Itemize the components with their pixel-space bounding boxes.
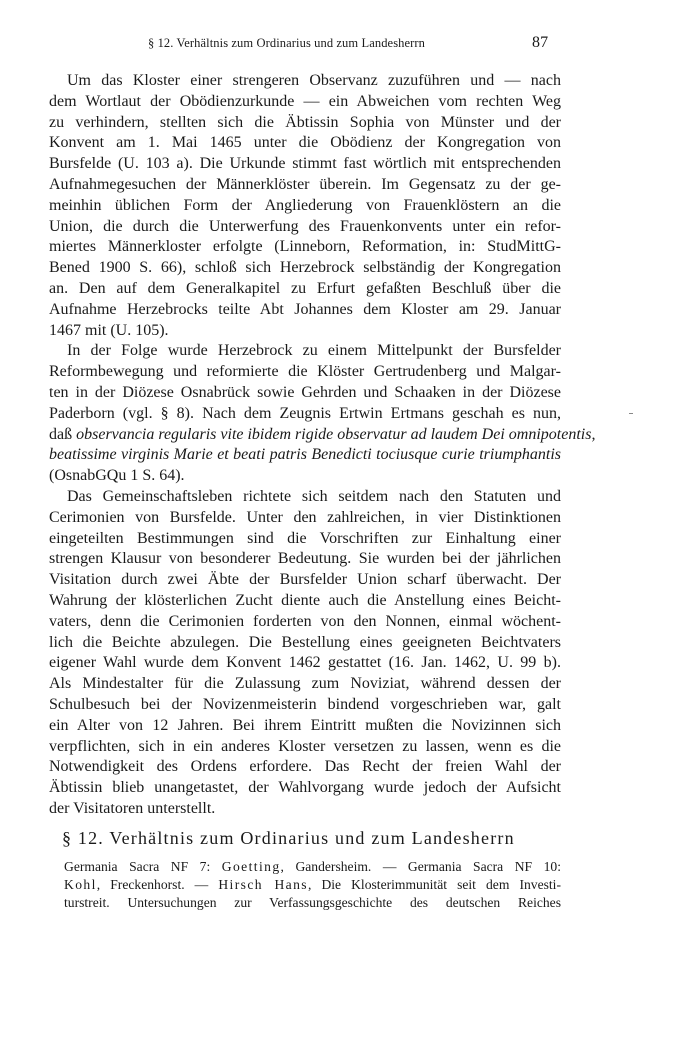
- text-line: Konvent am 1. Mai 1465 unter die Obödienz der Kongregation von: [49, 134, 561, 152]
- running-title: § 12. Verhältnis zum Ordinarius und zum Landesherrn: [148, 36, 426, 50]
- text-line: dem Wortlaut der Obödienzurkunde — ein Abweichen vom rechten Weg: [49, 92, 561, 110]
- text-line: Visitation durch zwei Äbte der Bursfelder Union scharf überwacht. Der: [49, 571, 561, 589]
- text-line: (OsnabGQu 1 S. 64).: [49, 467, 185, 485]
- note-line: turstreit. Untersuchungen zur Verfassungsgeschichte des deutschen Reiches: [64, 895, 561, 910]
- text-line: miertes Männerkloster erfolgte (Linneborn, Reformation, in: StudMittG-: [49, 238, 561, 256]
- note-text: , Freckenhorst. —: [96, 877, 209, 892]
- text-line: Reformbewegung und reformierte die Klöster Gertrudenberg und Malgar-: [49, 363, 561, 381]
- note-text: Germania Sacra NF 7:: [64, 859, 211, 874]
- author-name: Goetting: [221, 859, 281, 874]
- text-line: Das Gemeinschaftsleben richtete sich seitdem nach den Statuten und: [67, 487, 561, 505]
- text-line: Um das Kloster einer strengeren Observanz zuzuführen und — nach: [67, 72, 561, 89]
- text-line: eigener Wahl wurde dem Konvent 1462 gestattet (16. Jan. 1462, U. 99 b).: [49, 654, 561, 672]
- margin-mark: [629, 413, 633, 414]
- note-text: , Gandersheim. — Germania Sacra NF 10:: [280, 859, 561, 874]
- text-line: zu verhindern, stellten sich die Äbtissin Sophia von Münster und der: [49, 113, 561, 131]
- bibliography-notes: [64, 858, 561, 912]
- text-line: Äbtissin blieb unangetastet, der Wahlvorgang wurde jedoch der Aufsicht: [49, 779, 561, 797]
- text-line: Aufnahme Herzebrocks teilte Abt Johannes dem Kloster am 29. Januar: [49, 300, 561, 318]
- text-line: Union, die durch die Unterwerfung des Frauenkonvents unter ein refor-: [49, 217, 561, 235]
- text-line: Cerimonien von Bursfelde. Unter den zahlreichen, in vier Distinktionen: [49, 508, 561, 526]
- text-line: ein Alter von 12 Jahren. Bei ihrem Eintritt mußten die Novizinnen sich: [49, 716, 561, 734]
- text-line: 1467 mit (U. 105).: [49, 321, 169, 339]
- text-line: vaters, denn die Cerimonien forderten von den Nonnen, einmal wöchent-: [49, 612, 561, 630]
- text-line-with-quotation: [49, 425, 596, 446]
- latin-quotation: observancia regularis vite ibidem rigide observatur ad laudem Dei omnipotentis,: [76, 425, 596, 443]
- text-line: ten in der Diözese Osnabrück sowie Gehrden und Schaaken in der Diözese: [49, 383, 561, 401]
- latin-quotation-line: beatissime virginis Marie et beati patris Benedicti tociusque curie triumphantis: [49, 446, 561, 464]
- body-text: [49, 71, 596, 820]
- text-line: strengen Klausur von besonderer Bedeutung. Sie wurden bei der jährlichen: [49, 550, 561, 568]
- note-text: , Die Klosterimmunität seit dem Investi-: [307, 877, 561, 892]
- text-line: Bened 1900 S. 66), schloß sich Herzebrock selbständig der Kongregation: [49, 259, 561, 277]
- section-heading: § 12. Verhältnis zum Ordinarius und zum Landesherrn: [62, 828, 515, 848]
- text-line: an. Den auf dem Generalkapitel zu Erfurt gefaßten Beschluß über die: [49, 279, 561, 297]
- text-line: meinhin üblichen Form der Angliederung von Frauenklöstern an die: [49, 196, 561, 214]
- text-line: lich die Beichte abzulegen. Die Bestellung eines geeigneten Beichtvaters: [49, 633, 561, 651]
- page-number: 87: [532, 34, 549, 51]
- text-line: In der Folge wurde Herzebrock zu einem Mittelpunkt der Bursfelder: [67, 342, 561, 360]
- text-line: Notwendigkeit des Ordens erfordere. Das Recht der freien Wahl der: [49, 758, 561, 776]
- text-line: Wahrung der klösterlichen Zucht diente auch die Anstellung eines Beicht-: [49, 591, 561, 609]
- text-line: Schulbesuch bei der Novizenmeisterin bindend vorgeschrieben war, galt: [49, 695, 561, 713]
- text-line: Aufnahmegesuchen der Männerklöster überein. Im Gegensatz zu der ge-: [49, 175, 561, 193]
- text-line: der Visitatoren unterstellt.: [49, 799, 216, 817]
- text-line: Als Mindestalter für die Zulassung zum Noviziat, während dessen der: [49, 675, 561, 693]
- note-line: [64, 858, 561, 876]
- author-name: Kohl: [64, 877, 97, 892]
- text-line: eingeteilten Bestimmungen sind die Vorschriften zur Einhaltung einer: [49, 529, 561, 547]
- note-line: [64, 876, 561, 894]
- text-run: daß: [49, 425, 73, 443]
- text-line: Paderborn (vgl. § 8). Nach dem Zeugnis Ertwin Ertmans geschah es nun,: [49, 404, 561, 422]
- text-line: Bursfelde (U. 103 a). Die Urkunde stimmt fast wörtlich mit entsprechenden: [49, 155, 561, 173]
- author-name: Hirsch Hans: [218, 877, 308, 892]
- text-line: verpflichten, sich in ein anderes Kloster versetzen zu lassen, wenn es die: [49, 737, 561, 755]
